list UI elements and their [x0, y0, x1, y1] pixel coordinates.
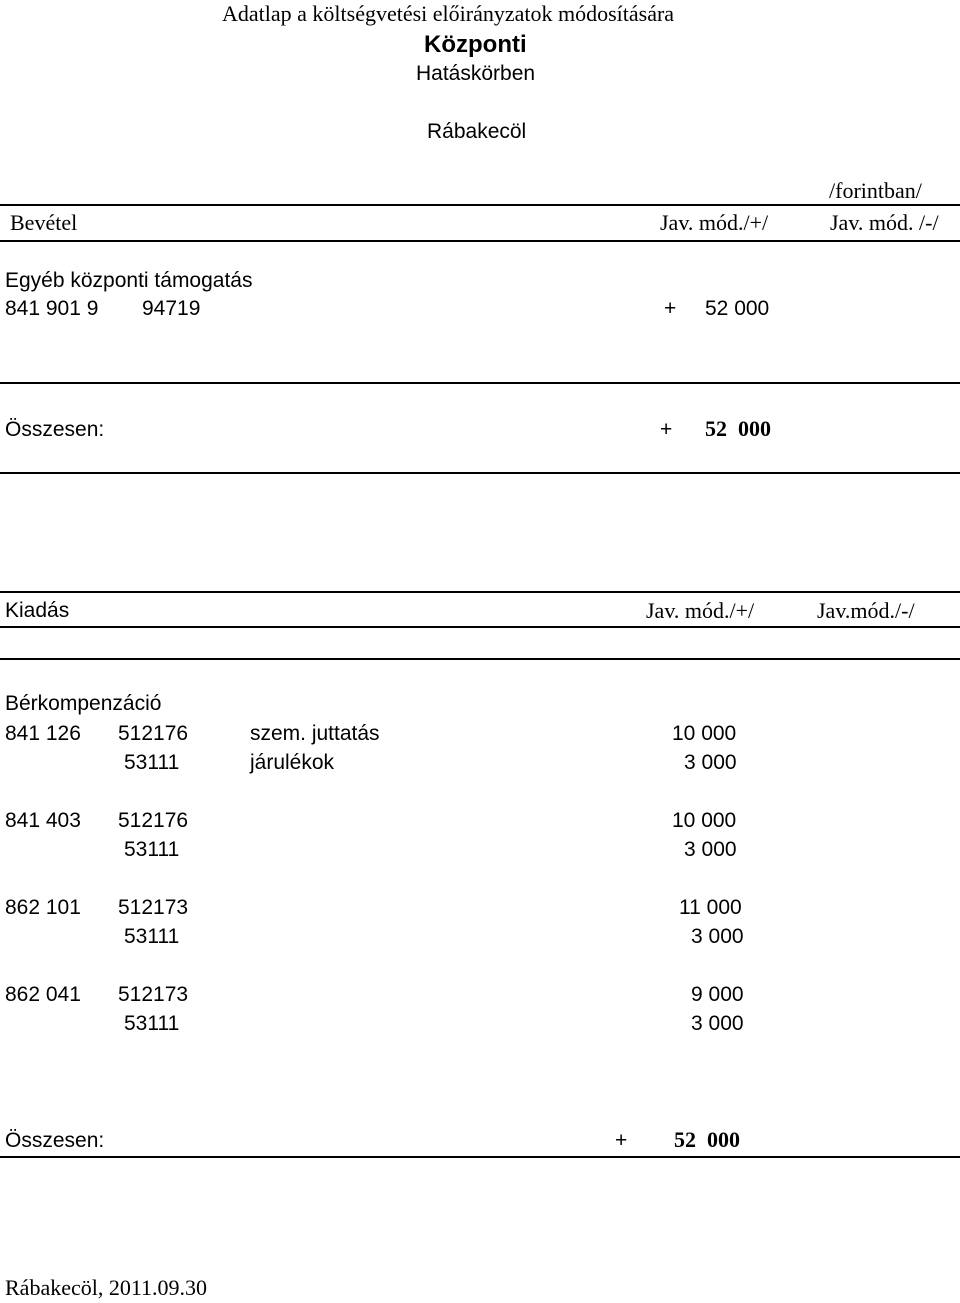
expense-row-amount: 10 000	[672, 722, 737, 745]
expense-row-subcode: 53111	[124, 751, 180, 774]
expense-total-sign: +	[615, 1129, 628, 1152]
expense-row-description: járulékok	[250, 751, 335, 774]
revenue-col-plus: Jav. mód./+/	[660, 210, 769, 235]
revenue-col-minus: Jav. mód. /-/	[830, 210, 939, 235]
revenue-item-sign: +	[664, 297, 677, 320]
revenue-item-code: 841 901 9	[5, 297, 99, 320]
place-and-date: Rábakecöl, 2011.09.30	[5, 1275, 208, 1300]
revenue-header-rule	[0, 240, 960, 242]
expense-row-code: 862 101	[5, 896, 81, 919]
expense-row-subcode: 53111	[124, 1012, 180, 1035]
expense-section-title: Bérkompenzáció	[5, 692, 162, 715]
expense-row-amount: 3 000	[691, 925, 744, 948]
expense-heading: Kiadás	[5, 599, 70, 622]
expense-row-subcode: 512173	[118, 983, 189, 1006]
expense-row-code: 841 126	[5, 722, 81, 745]
expense-row-amount: 11 000	[679, 896, 742, 919]
document-title: Adatlap a költségvetési előirányzatok módosítására	[222, 1, 675, 26]
revenue-total-sign: +	[660, 418, 673, 441]
expense-total-bottom-rule	[0, 1156, 960, 1158]
expense-row-description: szem. juttatás	[250, 722, 380, 745]
revenue-total-bottom-rule	[0, 472, 960, 474]
revenue-total-top-rule	[0, 382, 960, 384]
expense-row-subcode: 512173	[118, 896, 189, 919]
expense-row-amount: 3 000	[691, 1012, 744, 1035]
municipality-name: Rábakecöl	[427, 120, 527, 143]
revenue-heading: Bevétel	[10, 210, 78, 235]
expense-row-subcode: 512176	[118, 722, 189, 745]
expense-col-plus: Jav. mód./+/	[646, 598, 755, 623]
expense-row-subcode: 512176	[118, 809, 189, 832]
currency-unit: /forintban/	[829, 178, 922, 203]
revenue-item-title: Egyéb központi támogatás	[5, 269, 253, 292]
document-subtitle: Központi	[424, 31, 527, 58]
revenue-item-amount: 52 000	[705, 297, 770, 320]
expense-header-rule	[0, 626, 960, 628]
authority-label: Hatáskörben	[416, 62, 536, 85]
expense-row-amount: 10 000	[672, 809, 737, 832]
expense-subheader-rule	[0, 658, 960, 660]
revenue-item-subcode: 94719	[142, 297, 201, 320]
revenue-total-label: Összesen:	[5, 418, 105, 441]
expense-row-code: 841 403	[5, 809, 81, 832]
expense-total-label: Összesen:	[5, 1129, 105, 1152]
expense-top-rule	[0, 591, 960, 593]
expense-col-minus: Jav.mód./-/	[817, 598, 915, 623]
expense-row-amount: 9 000	[691, 983, 744, 1006]
revenue-total-amount: 52 000	[705, 416, 771, 441]
expense-row-amount: 3 000	[684, 751, 737, 774]
expense-row-subcode: 53111	[124, 838, 180, 861]
revenue-top-rule	[0, 204, 960, 206]
expense-row-code: 862 041	[5, 983, 81, 1006]
expense-row-subcode: 53111	[124, 925, 180, 948]
expense-row-amount: 3 000	[684, 838, 737, 861]
expense-total-amount: 52 000	[674, 1127, 740, 1152]
